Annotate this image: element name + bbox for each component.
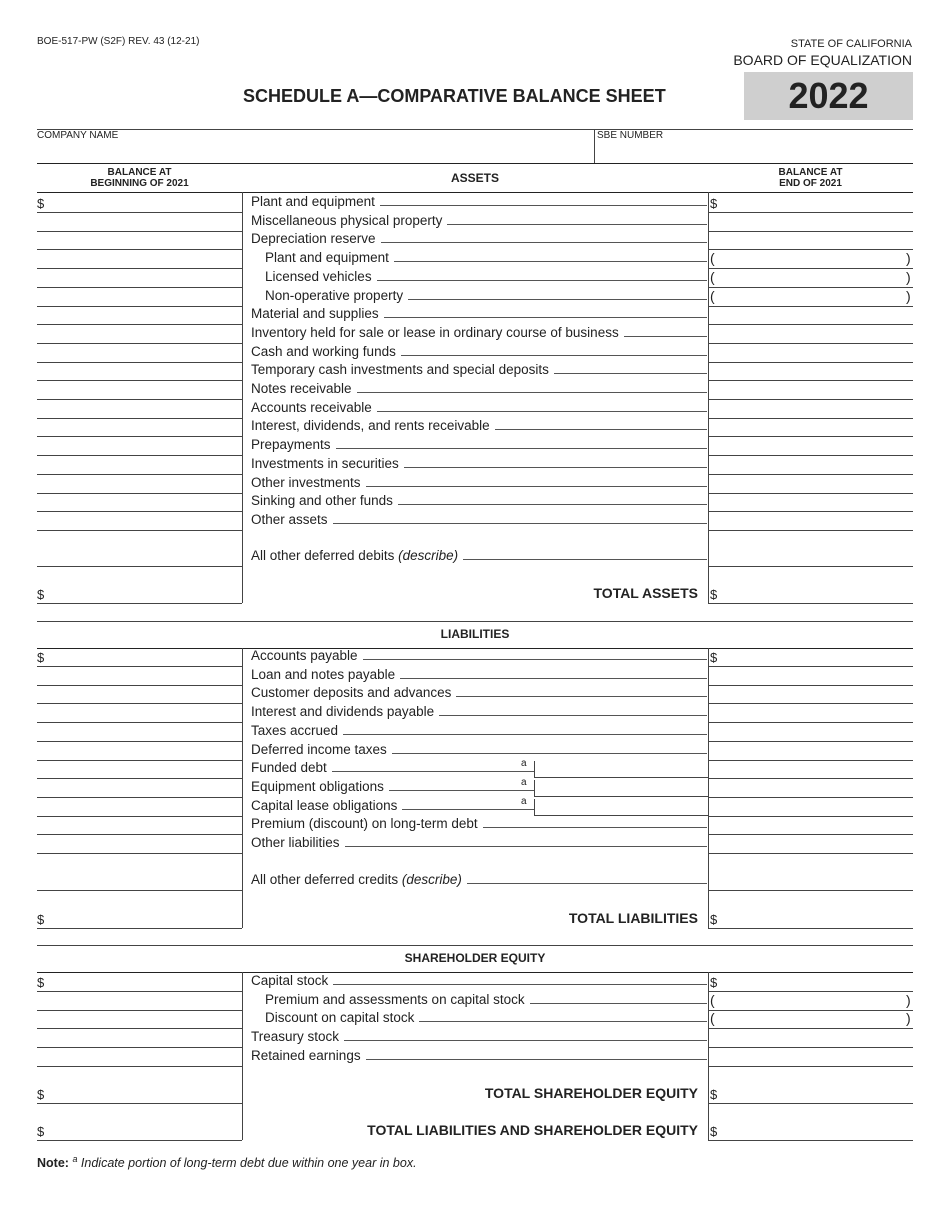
rule-line [37,816,242,817]
rule-line [708,268,913,269]
rule-line [37,474,242,475]
asset-row-label: Non-operative property [265,288,707,303]
asset-beginning-input[interactable] [37,327,242,343]
rule-line [708,1028,913,1029]
asset-row-label: Notes receivable [251,381,707,396]
equity-end-input[interactable] [708,1012,913,1028]
equity-row-label: Treasury stock [251,1029,707,1044]
rule-line [708,834,913,835]
equity-beginning-input[interactable] [37,1050,242,1066]
rule-line [37,493,242,494]
open-paren: ( [710,992,715,1008]
rule-line [37,741,242,742]
asset-beginning-input[interactable] [37,439,242,455]
asset-row-label: Material and supplies [251,306,707,321]
open-paren: ( [710,269,715,285]
total-equity-beginning-input[interactable] [37,1087,242,1103]
rule-line [708,380,913,381]
asset-row-label: Temporary cash investments and special deposits [251,362,707,377]
asset-row-label: Accounts receivable [251,400,707,415]
rule-line [708,249,913,250]
company-name-field[interactable] [37,142,593,162]
rule-line [37,1066,242,1067]
deferred-debits-label: All other deferred debits (describe) [251,548,707,563]
liability-beginning-input[interactable] [37,781,242,797]
rule-line [37,778,242,779]
rule-line [708,666,913,667]
rule-line [708,1047,913,1048]
sbe-number-label: SBE NUMBER [597,130,664,141]
liability-beginning-input[interactable] [37,762,242,778]
deferred-credits-end-input[interactable] [708,874,913,890]
rule-line [708,685,913,686]
liability-row-label: Premium (discount) on long-term debt [251,816,707,831]
asset-end-input[interactable] [708,477,913,493]
asset-beginning-input[interactable] [37,383,242,399]
close-paren: ) [906,992,911,1008]
asset-row-label: Interest, dividends, and rents receivable [251,418,707,433]
asset-row-label: Other assets [251,512,707,527]
dollar-sign: $ [710,650,718,665]
total-liabilities-beginning-input[interactable] [37,912,242,928]
liability-row-label: Accounts payable [251,648,707,663]
footnote-a-mark: a [521,796,527,807]
liability-beginning-input[interactable] [37,650,242,666]
dollar-sign: $ [37,1087,45,1102]
liability-row-label: Interest and dividends payable [251,704,707,719]
rule-line [37,566,242,567]
rule-line [708,399,913,400]
liability-end-input[interactable] [708,744,913,760]
total-equity-end-input[interactable] [708,1087,913,1103]
dollar-sign: $ [710,912,718,927]
asset-end-input[interactable] [708,252,913,268]
asset-end-input[interactable] [708,308,913,324]
rule-line [37,455,242,456]
rule-line [37,1010,242,1011]
current-portion-box[interactable] [534,761,708,778]
rule-line [708,760,913,761]
rule-line [37,722,242,723]
column-divider [708,192,709,603]
liability-beginning-input[interactable] [37,818,242,834]
current-portion-box[interactable] [534,799,708,816]
total-liabilities-equity-end-input[interactable] [708,1124,913,1140]
sbe-number-field[interactable] [597,142,913,162]
equity-end-input[interactable] [708,1050,913,1066]
liability-end-input[interactable] [708,837,913,853]
dollar-sign: $ [710,975,718,990]
rule-line [37,436,242,437]
rule-line [37,324,242,325]
asset-end-input[interactable] [708,233,913,249]
asset-beginning-input[interactable] [37,458,242,474]
rule-line [708,1066,913,1067]
deferred-credits-label: All other deferred credits (describe) [251,872,707,887]
rule-line [708,212,913,213]
asset-end-input[interactable] [708,196,913,212]
rule-line [37,834,242,835]
column-divider [708,972,709,1140]
liability-end-input[interactable] [708,687,913,703]
liability-beginning-input[interactable] [37,706,242,722]
rule-line [708,853,913,854]
rule-line [37,268,242,269]
total-assets-end-input[interactable] [708,587,913,603]
rule-line [37,399,242,400]
liability-row-label: Loan and notes payable [251,667,707,682]
asset-end-input[interactable] [708,290,913,306]
company-name-label: COMPANY NAME [37,130,119,141]
rule-line [708,797,913,798]
deferred-credits-beginning-input[interactable] [37,874,242,890]
liability-row-label: Other liabilities [251,835,707,850]
liability-end-input[interactable] [708,800,913,816]
rule-line [708,991,913,992]
rule-line [37,1047,242,1048]
rule-line [37,231,242,232]
asset-end-input[interactable] [708,364,913,380]
rule-line [708,287,913,288]
equity-row-label: Discount on capital stock [265,1010,707,1025]
dollar-sign: $ [37,912,45,927]
dollar-sign: $ [37,587,45,602]
rule-line [37,991,242,992]
rule-line [708,362,913,363]
rule-line [708,474,913,475]
rule-line [708,418,913,419]
rule-line [708,306,913,307]
equity-end-input[interactable] [708,975,913,991]
liability-beginning-input[interactable] [37,687,242,703]
asset-beginning-input[interactable] [37,196,242,212]
liability-end-input[interactable] [708,706,913,722]
asset-beginning-input[interactable] [37,233,242,249]
equity-beginning-input[interactable] [37,975,242,991]
close-paren: ) [906,269,911,285]
close-paren: ) [906,288,911,304]
rule-line [37,890,242,891]
rule-line [37,928,242,929]
rule-line [708,722,913,723]
asset-beginning-input[interactable] [37,364,242,380]
asset-end-input[interactable] [708,495,913,511]
dollar-sign: $ [710,1124,718,1139]
equity-beginning-input[interactable] [37,1031,242,1047]
equity-beginning-input[interactable] [37,1012,242,1028]
open-paren: ( [710,288,715,304]
equity-row-label: Retained earnings [251,1048,707,1063]
liability-row-label: Deferred income taxes [251,742,707,757]
liability-end-input[interactable] [708,650,913,666]
asset-row-label: Miscellaneous physical property [251,213,707,228]
asset-beginning-input[interactable] [37,402,242,418]
liability-row-label: Funded debt [251,760,534,775]
asset-row-label: Depreciation reserve [251,231,707,246]
rule-line [37,362,242,363]
asset-end-input[interactable] [708,346,913,362]
asset-row-label: Inventory held for sale or lease in ordinary course of business [251,325,707,340]
asset-row-label: Investments in securities [251,456,707,471]
dollar-sign: $ [710,196,718,211]
rule-line [708,890,913,891]
rule-line [708,511,913,512]
asset-row-label: Sinking and other funds [251,493,707,508]
liability-end-input[interactable] [708,725,913,741]
asset-end-input[interactable] [708,458,913,474]
close-paren: ) [906,1010,911,1026]
page-title: SCHEDULE A—COMPARATIVE BALANCE SHEET [243,86,666,106]
liability-beginning-input[interactable] [37,744,242,760]
liability-end-input[interactable] [708,818,913,834]
total-assets-label: TOTAL ASSETS [593,585,698,601]
asset-end-input[interactable] [708,215,913,231]
rule-line [37,603,242,604]
board-label: BOARD OF EQUALIZATION [733,52,912,68]
dollar-sign: $ [37,975,45,990]
asset-end-input[interactable] [708,402,913,418]
rule-line [37,1140,242,1141]
liability-beginning-input[interactable] [37,669,242,685]
dollar-sign: $ [37,1124,45,1139]
liability-end-input[interactable] [708,781,913,797]
open-paren: ( [710,250,715,266]
rule-line [708,530,913,531]
rule-line [708,1103,913,1104]
rule-line [37,1103,242,1104]
rule-line [708,603,913,604]
rule-line [708,436,913,437]
asset-beginning-input[interactable] [37,495,242,511]
liability-row-label: Customer deposits and advances [251,685,707,700]
deferred-debits-end-input[interactable] [708,550,913,566]
close-paren: ) [906,250,911,266]
asset-row-label: Plant and equipment [265,250,707,265]
asset-beginning-input[interactable] [37,252,242,268]
rule-line [708,343,913,344]
rule-line [708,455,913,456]
rule-line [37,530,242,531]
rule-line [708,1140,913,1141]
rule-line [37,621,913,622]
equity-end-input[interactable] [708,994,913,1010]
liability-row-label: Capital lease obligations [251,798,534,813]
rule-line [37,945,913,946]
asset-row-label: Prepayments [251,437,707,452]
footnote-a-mark: a [521,777,527,788]
asset-beginning-input[interactable] [37,477,242,493]
total-liabilities-label: TOTAL LIABILITIES [568,910,698,926]
rule-line [708,324,913,325]
asset-beginning-input[interactable] [37,215,242,231]
column-divider [242,192,243,603]
liability-beginning-input[interactable] [37,800,242,816]
deferred-debits-beginning-input[interactable] [37,550,242,566]
rule-line [708,493,913,494]
rule-line [37,853,242,854]
total-assets-beginning-input[interactable] [37,587,242,603]
asset-end-input[interactable] [708,271,913,287]
rule-line [708,928,913,929]
liability-row-label: Taxes accrued [251,723,707,738]
rule-line [708,703,913,704]
rule-line [37,287,242,288]
asset-row-label: Licensed vehicles [265,269,707,284]
asset-beginning-input[interactable] [37,420,242,436]
liability-beginning-input[interactable] [37,837,242,853]
column-divider [242,972,243,1140]
note: Note: $^a$ Indicate portion of long-term debt due within one year in box. [37,1154,417,1171]
assets-header: ASSETS [450,171,499,185]
state-label: STATE OF CALIFORNIA [790,38,912,50]
equity-header: SHAREHOLDER EQUITY [404,951,546,965]
footnote-a-mark: a [521,758,527,769]
year-box [744,72,913,120]
asset-row-label: Other investments [251,475,707,490]
dollar-sign: $ [37,650,45,665]
liability-end-input[interactable] [708,669,913,685]
total-liabilities-equity-label: TOTAL LIABILITIES AND SHAREHOLDER EQUITY [367,1122,698,1138]
rule-line [708,231,913,232]
rule-line [708,566,913,567]
asset-end-input[interactable] [708,439,913,455]
asset-end-input[interactable] [708,420,913,436]
equity-row-label: Premium and assessments on capital stock [265,992,707,1007]
form-id: BOE-517-PW (S2F) REV. 43 (12-21) [37,36,200,47]
asset-end-input[interactable] [708,327,913,343]
dollar-sign: $ [37,196,45,211]
rule-line [37,380,242,381]
end-balance-header: BALANCE AT END OF 2021 [778,167,843,189]
liabilities-header: LIABILITIES [440,627,510,641]
dollar-sign: $ [710,1087,718,1102]
total-equity-label: TOTAL SHAREHOLDER EQUITY [484,1085,698,1101]
asset-row-label: Plant and equipment [251,194,707,209]
asset-beginning-input[interactable] [37,514,242,530]
asset-beginning-input[interactable] [37,346,242,362]
liability-beginning-input[interactable] [37,725,242,741]
current-portion-box[interactable] [534,780,708,797]
equity-end-input[interactable] [708,1031,913,1047]
rule-line [37,418,242,419]
dollar-sign: $ [710,587,718,602]
rule-line [37,249,242,250]
equity-beginning-input[interactable] [37,994,242,1010]
asset-end-input[interactable] [708,383,913,399]
rule-line [708,1010,913,1011]
year: 2022 [788,75,869,116]
total-liabilities-equity-beginning-input[interactable] [37,1124,242,1140]
rule-line [37,760,242,761]
rule-line [708,816,913,817]
total-liabilities-end-input[interactable] [708,912,913,928]
rule-line [37,703,242,704]
asset-beginning-input[interactable] [37,308,242,324]
asset-beginning-input[interactable] [37,271,242,287]
rule-line [37,1028,242,1029]
rule-line [37,511,242,512]
equity-row-label: Capital stock [251,973,707,988]
rule-line [37,797,242,798]
rule-line [37,666,242,667]
rule-line [708,778,913,779]
beginning-balance-header: BALANCE AT BEGINNING OF 2021 [90,167,189,189]
asset-beginning-input[interactable] [37,290,242,306]
open-paren: ( [710,1010,715,1026]
rule-line [37,343,242,344]
rule-line [37,306,242,307]
rule-line [708,741,913,742]
column-divider [242,648,243,928]
rule-line [37,212,242,213]
liability-end-input[interactable] [708,762,913,778]
asset-row-label: Cash and working funds [251,344,707,359]
liability-row-label: Equipment obligations [251,779,534,794]
rule-line [37,685,242,686]
asset-end-input[interactable] [708,514,913,530]
